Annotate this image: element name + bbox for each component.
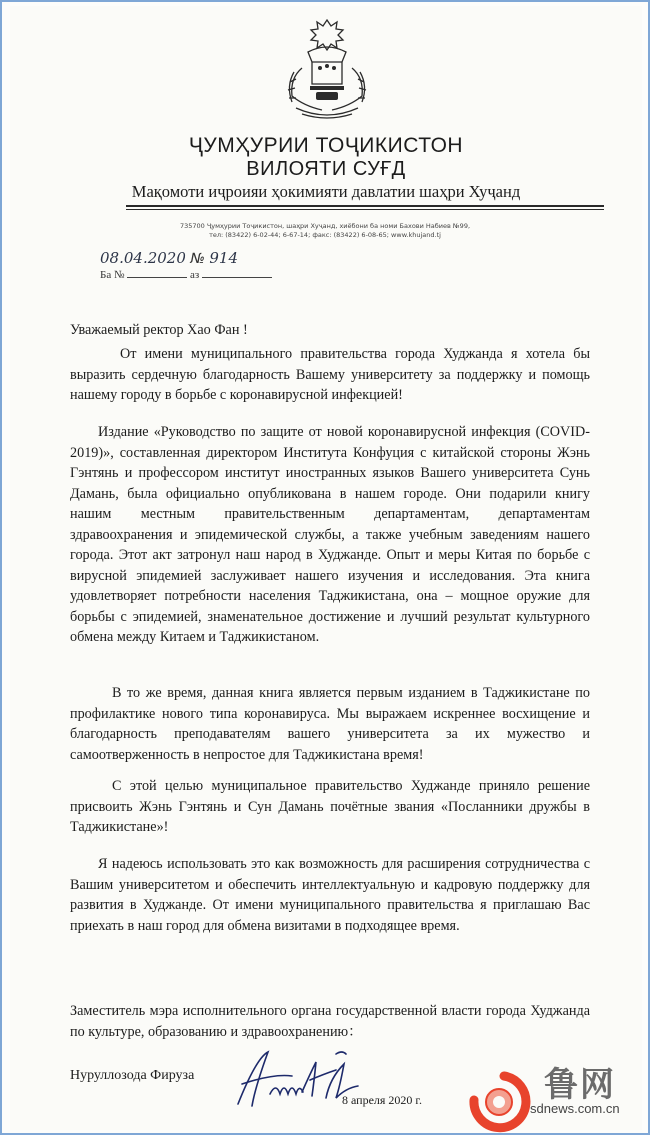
reply-number-label: Ба № (100, 269, 125, 281)
header-divider (126, 205, 604, 207)
paragraph-thanks: От имени муниципального правительства города Худжанда я хотела бы выразить сердечную благодарность Вашему университету за поддержку и помощь нашему городу в борьбе с коронавирусной инфекцией! (70, 346, 590, 403)
reference-number: 914 (209, 249, 238, 267)
incoming-reference (100, 267, 272, 281)
contacts-line: тел: (83422) 6-02-44; 6-67-14; факс: (83422) 6-08-65; www.khujand.tj (209, 231, 441, 239)
country-name: ҶУМҲУРИИ ТОҶИКИСТОН (188, 134, 464, 157)
header-divider-thin (126, 209, 604, 210)
letter-date: 8 апреля 2020 г. (342, 1093, 422, 1107)
reference-no-label: № (190, 251, 205, 267)
reply-number-blank (127, 267, 187, 278)
outgoing-reference (100, 249, 238, 267)
watermark-text: 鲁网 (544, 1065, 616, 1105)
paragraph-invitation: Я надеюсь использовать это как возможность для расширения сотрудничества с Вашим университетом и обеспечить интеллектуальную и кадровую поддержку для развития в Худжанде. От имени муниципального правительства я приглашаю Вас приехать в наш город для обмена визитами в подходящее время. (70, 856, 590, 934)
signatory-name: Нуруллозода Фируза (70, 1068, 195, 1083)
reply-date-blank (202, 267, 272, 278)
paragraph-first-edition: В то же время, данная книга является первым изданием в Таджикистане по профилактике нового типа коронавируса. Мы выражаем искреннее восхищение и благодарность преподавателям вашего университета за их мужество и самоотверженность в непростое для Таджикистана время! (70, 685, 590, 763)
letter-page (10, 6, 642, 1130)
paragraph-publication: Издание «Руководство по защите от новой коронавирусной инфекция (COVID-2019)», составленная директором Института Конфуция с китайской стороны Жэнь Гэнтянь и профессором институт иностранных языков Вашего университета Сунь Дамань, была официально опубликована в нашем городе. Они подарили книгу нашим местным правительственным департаментам, департаментам здравоохранения и эпидемической службы, а также учебным заведениям нашего города. Этот акт затронул наш народ в Худжанде. Опыт и меры Китая по борьбе с вирусной эпидемией заслуживает нашего изучения и исследования. Эта книга удовлетворяет потребности населения Таджикистана, она – мощное оружие для борьбы с эпидемией, знаменательное достижение и лучший результат культурного обмена между Китаем и Таджикистаном. (70, 424, 590, 645)
watermark-url: sdnews.com.cn (530, 1101, 620, 1116)
address-line: 735700 Ҷумҳурии Тоҷикистон, шаҳри Хуҷанд, хиёбони ба номи Бахови Набиев №99, (179, 222, 471, 230)
signatory-title: Заместитель мэра исполнительного органа государственной власти города Худжанда по культуре, образованию и здравоохранению： (70, 1003, 590, 1040)
paragraph-honorary-titles: С этой целью муниципальное правительство Худжанде приняло решение присвоить Жэнь Гэнтянь и Сун Дамань почётные звания «Посланники дружбы в Таджикистане»! (70, 778, 590, 835)
greeting: Уважаемый ректор Хао Фан ! (70, 322, 248, 338)
authority-name: Мақомоти иҷроияи ҳокимияти давлатии шаҳри Хуҷанд (131, 182, 521, 201)
region-name: ВИЛОЯТИ СУҒД (246, 158, 406, 180)
reference-date: 08.04.2020 (100, 249, 186, 267)
letterhead-address (160, 222, 490, 240)
reply-date-label: аз (189, 269, 200, 281)
state-emblem-icon (272, 12, 382, 124)
